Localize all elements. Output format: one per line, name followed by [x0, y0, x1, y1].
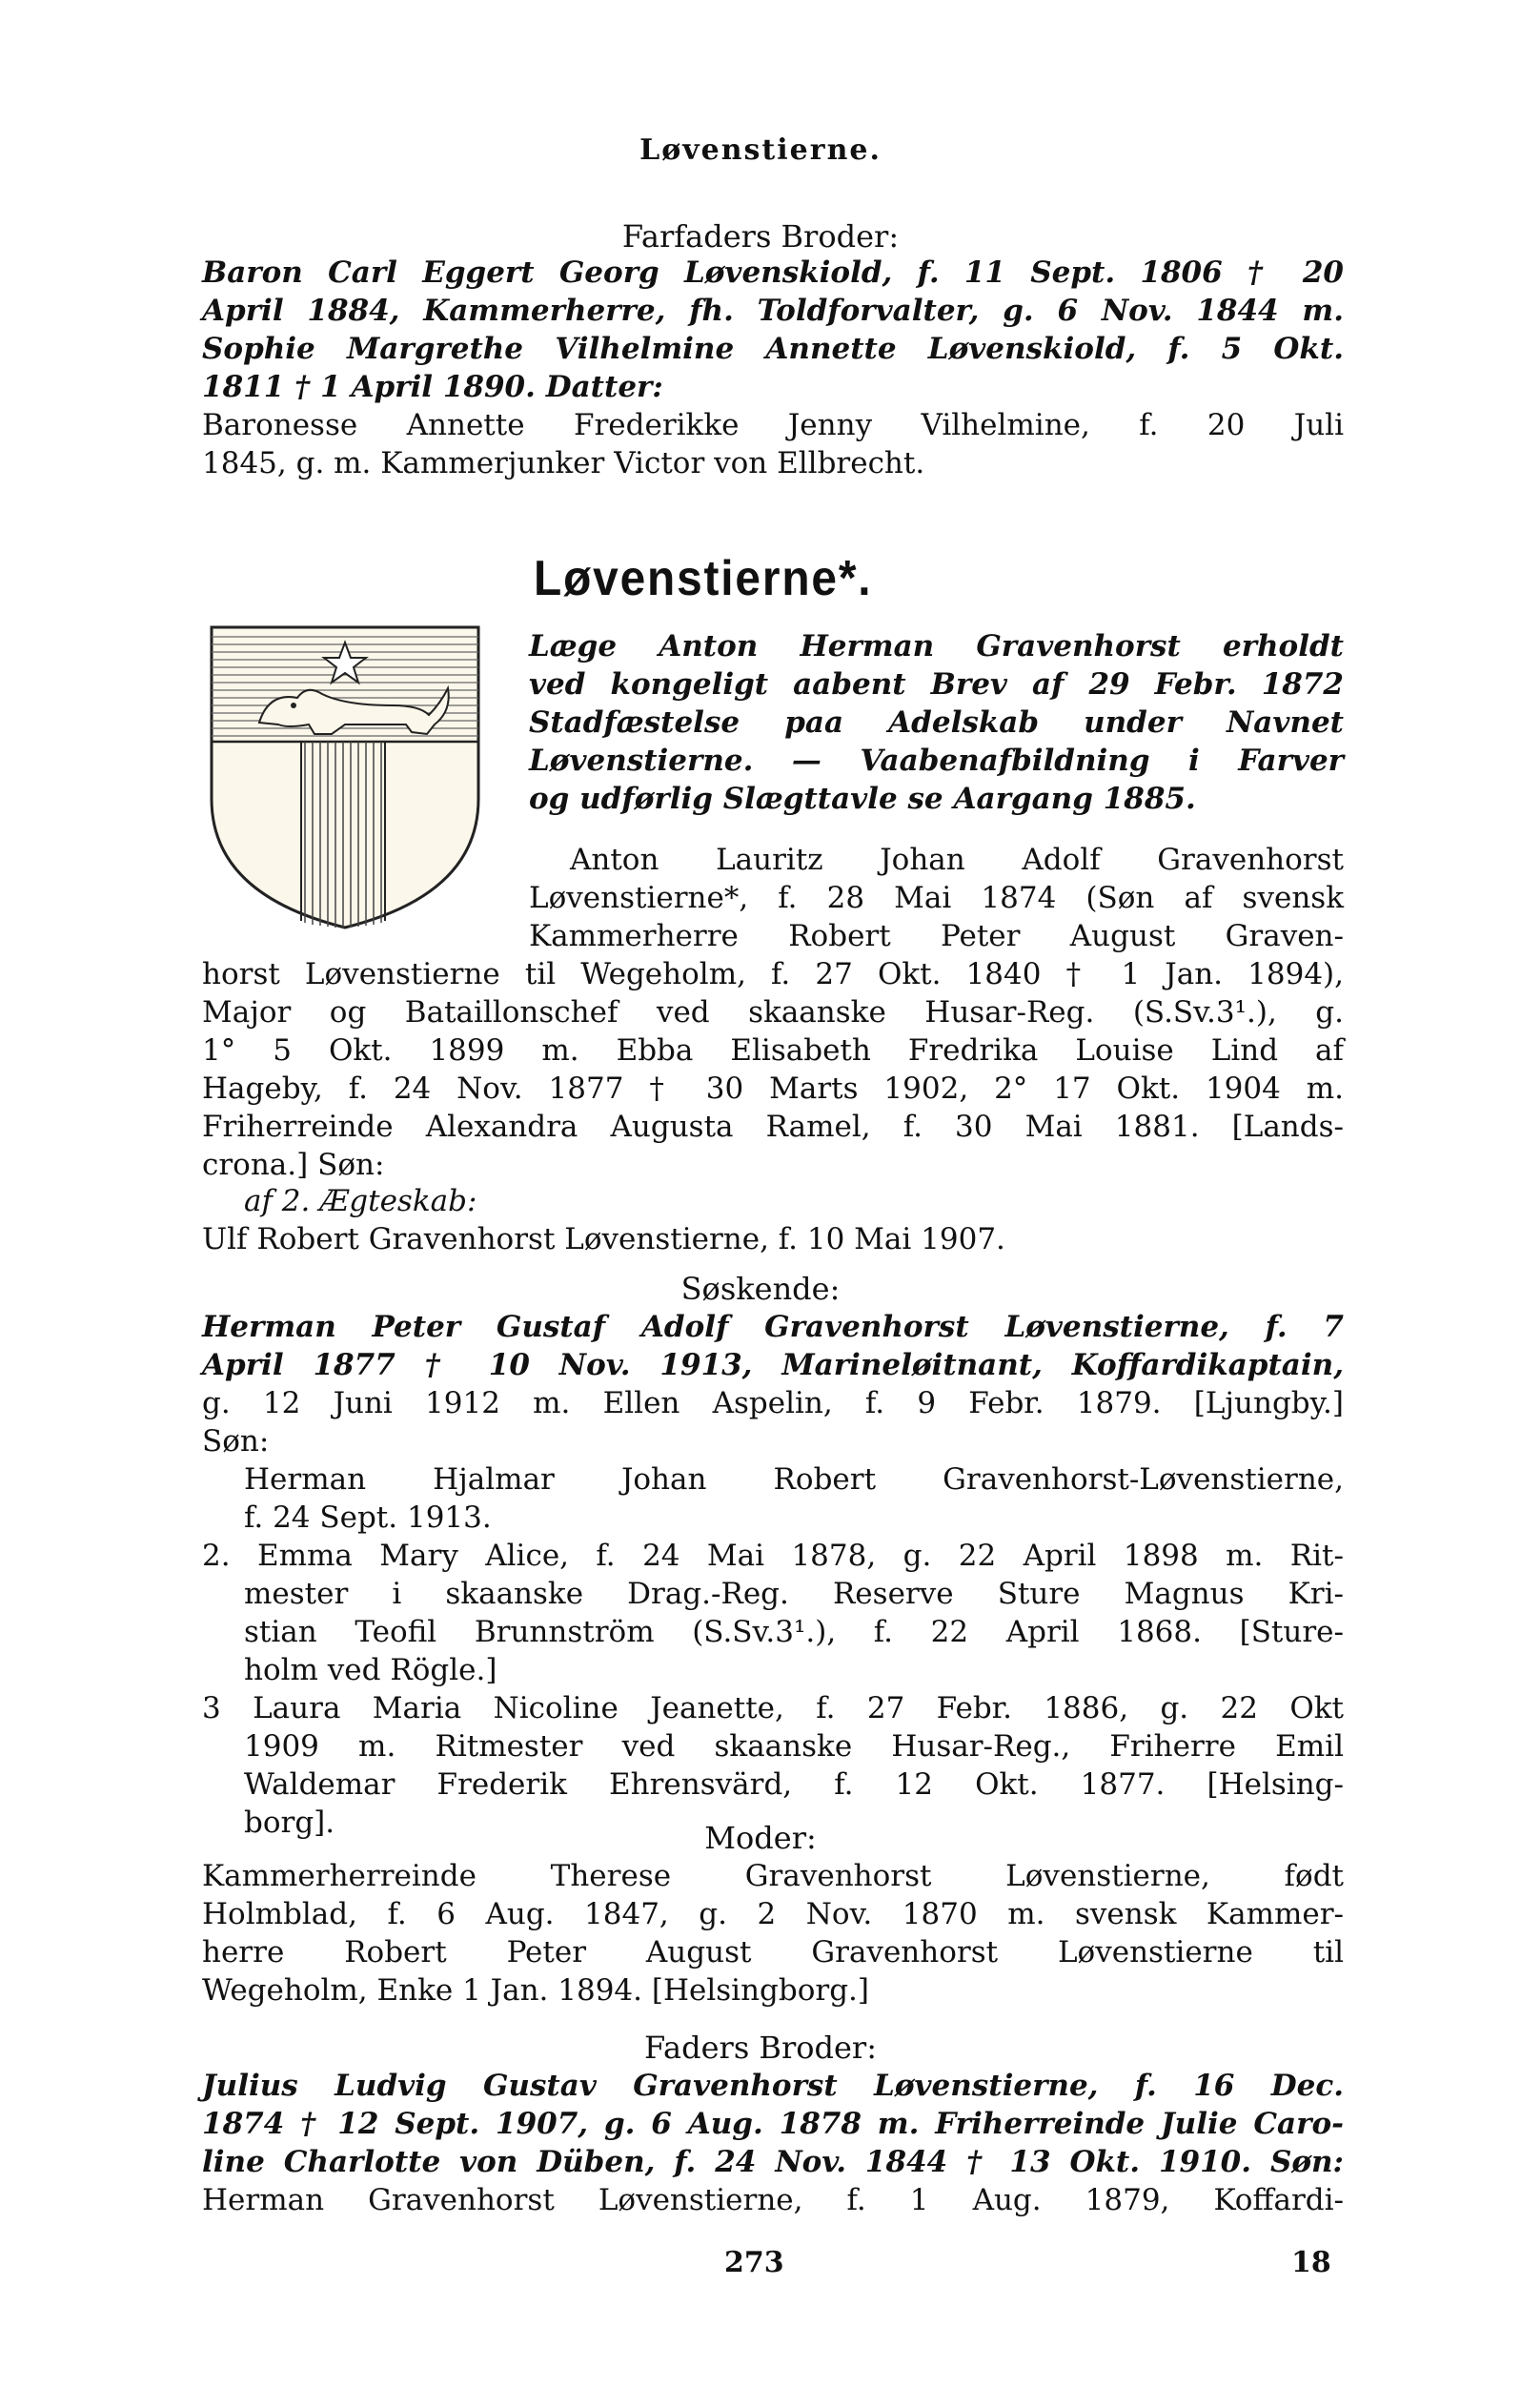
sibling-line: Waldemar Frederik Ehrensvärd, f. 12 Okt. 1877. [Helsing- [244, 1767, 1344, 1802]
text-line: Sophie Margrethe Vilhelmine Annette Løvenskiold, f. 5 Okt. [202, 332, 1344, 366]
sibling-line: 2. Emma Mary Alice, f. 24 Mai 1878, g. 22 April 1898 m. Rit- [202, 1539, 1344, 1573]
section-title: Løvenstierne*. [534, 551, 873, 606]
mother-line: Wegeholm, Enke 1 Jan. 1894. [Helsingborg.] [202, 1973, 869, 2008]
main-line: 1° 5 Okt. 1899 m. Ebba Elisabeth Fredrika Louise Lind af [202, 1033, 1344, 1068]
sibling-line: 1909 m. Ritmester ved skaanske Husar-Reg., Friherre Emil [244, 1729, 1344, 1764]
mother-line: herre Robert Peter August Gravenhorst Løvenstierne til [202, 1935, 1344, 1969]
marriage-label: af 2. Ægteskab: [244, 1184, 477, 1218]
uncle-line: Herman Gravenhorst Løvenstierne, f. 1 Aug. 1879, Koffardi- [202, 2183, 1344, 2217]
intro-line: Læge Anton Herman Gravenhorst erholdt [529, 629, 1344, 663]
text-line: Baronesse Annette Frederikke Jenny Vilhelmine, f. 20 Juli [202, 408, 1344, 442]
moder-heading: Moder: [704, 1820, 817, 1856]
main-line: horst Løvenstierne til Wegeholm, f. 27 Okt. 1840 † 1 Jan. 1894), [202, 957, 1344, 991]
sibling-line: April 1877 † 10 Nov. 1913, Marineløitnant, Koffardikaptain, [202, 1348, 1344, 1382]
main-line: Hageby, f. 24 Nov. 1877 † 30 Marts 1902, 2° 17 Okt. 1904 m. [202, 1071, 1344, 1106]
running-head: Løvenstierne. [639, 133, 882, 167]
text-line: April 1884, Kammerherre, fh. Toldforvalter, g. 6 Nov. 1844 m. [202, 294, 1344, 328]
mother-line: Kammerherreinde Therese Gravenhorst Løvenstierne, født [202, 1859, 1344, 1893]
intro-line: ved kongeligt aabent Brev af 29 Febr. 1872 [529, 667, 1344, 702]
main-line: Løvenstierne*, f. 28 Mai 1874 (Søn af svensk [529, 881, 1344, 915]
sibling-line: stian Teofil Brunnström (S.Sv.3¹.), f. 22 April 1868. [Sture- [244, 1615, 1344, 1649]
sibling-line: holm ved Rögle.] [244, 1653, 497, 1687]
main-line: Anton Lauritz Johan Adolf Gravenhorst [570, 843, 1344, 877]
text-line: 1845, g. m. Kammerjunker Victor von Ellbrecht. [202, 446, 925, 480]
farfaders-broder-heading: Farfaders Broder: [621, 218, 900, 255]
faders-broder-heading: Faders Broder: [644, 2030, 877, 2066]
text-line: Baron Carl Eggert Georg Løvenskiold, f. 11 Sept. 1806 † 20 [202, 255, 1344, 290]
signature-mark: 18 [1291, 2246, 1331, 2279]
main-line: Kammerherre Robert Peter August Graven- [529, 919, 1344, 953]
intro-line: Løvenstierne. — Vaabenafbildning i Farver [529, 744, 1344, 778]
son-entry: Ulf Robert Gravenhorst Løvenstierne, f. 10 Mai 1907. [202, 1222, 1005, 1256]
coat-of-arms-image [202, 618, 488, 932]
mother-line: Holmblad, f. 6 Aug. 1847, g. 2 Nov. 1870 m. svensk Kammer- [202, 1897, 1344, 1931]
sibling-line: borg]. [244, 1806, 335, 1840]
intro-line: Stadfæstelse paa Adelskab under Navnet [529, 705, 1344, 740]
sibling-line: mester i skaanske Drag.-Reg. Reserve Sture Magnus Kri- [244, 1577, 1344, 1611]
sibling-son-line: Herman Hjalmar Johan Robert Gravenhorst-Løvenstierne, [244, 1462, 1344, 1497]
sibling-son-line: f. 24 Sept. 1913. [244, 1500, 492, 1535]
sibling-son-label: Søn: [202, 1424, 270, 1459]
sibling-line: 3 Laura Maria Nicoline Jeanette, f. 27 Febr. 1886, g. 22 Okt [202, 1691, 1344, 1725]
text-line: 1811 † 1 April 1890. Datter: [202, 370, 663, 404]
uncle-line: line Charlotte von Düben, f. 24 Nov. 1844 † 13 Okt. 1910. Søn: [202, 2145, 1344, 2179]
main-line: Major og Bataillonschef ved skaanske Husar-Reg. (S.Sv.3¹.), g. [202, 995, 1344, 1030]
soskende-heading: Søskende: [680, 1271, 841, 1307]
main-line: crona.] Søn: [202, 1148, 385, 1182]
main-line: Friherreinde Alexandra Augusta Ramel, f. 30 Mai 1881. [Lands- [202, 1110, 1344, 1144]
uncle-line: 1874 † 12 Sept. 1907, g. 6 Aug. 1878 m. Friherreinde Julie Caro- [202, 2107, 1344, 2141]
page-number: 273 [724, 2246, 784, 2279]
sibling-line: Herman Peter Gustaf Adolf Gravenhorst Løvenstierne, f. 7 [202, 1310, 1344, 1344]
intro-line: og udførlig Slægttavle se Aargang 1885. [529, 782, 1196, 816]
sibling-line: g. 12 Juni 1912 m. Ellen Aspelin, f. 9 Febr. 1879. [Ljungby.] [202, 1386, 1344, 1420]
uncle-line: Julius Ludvig Gustav Gravenhorst Løvenstierne, f. 16 Dec. [202, 2069, 1344, 2103]
